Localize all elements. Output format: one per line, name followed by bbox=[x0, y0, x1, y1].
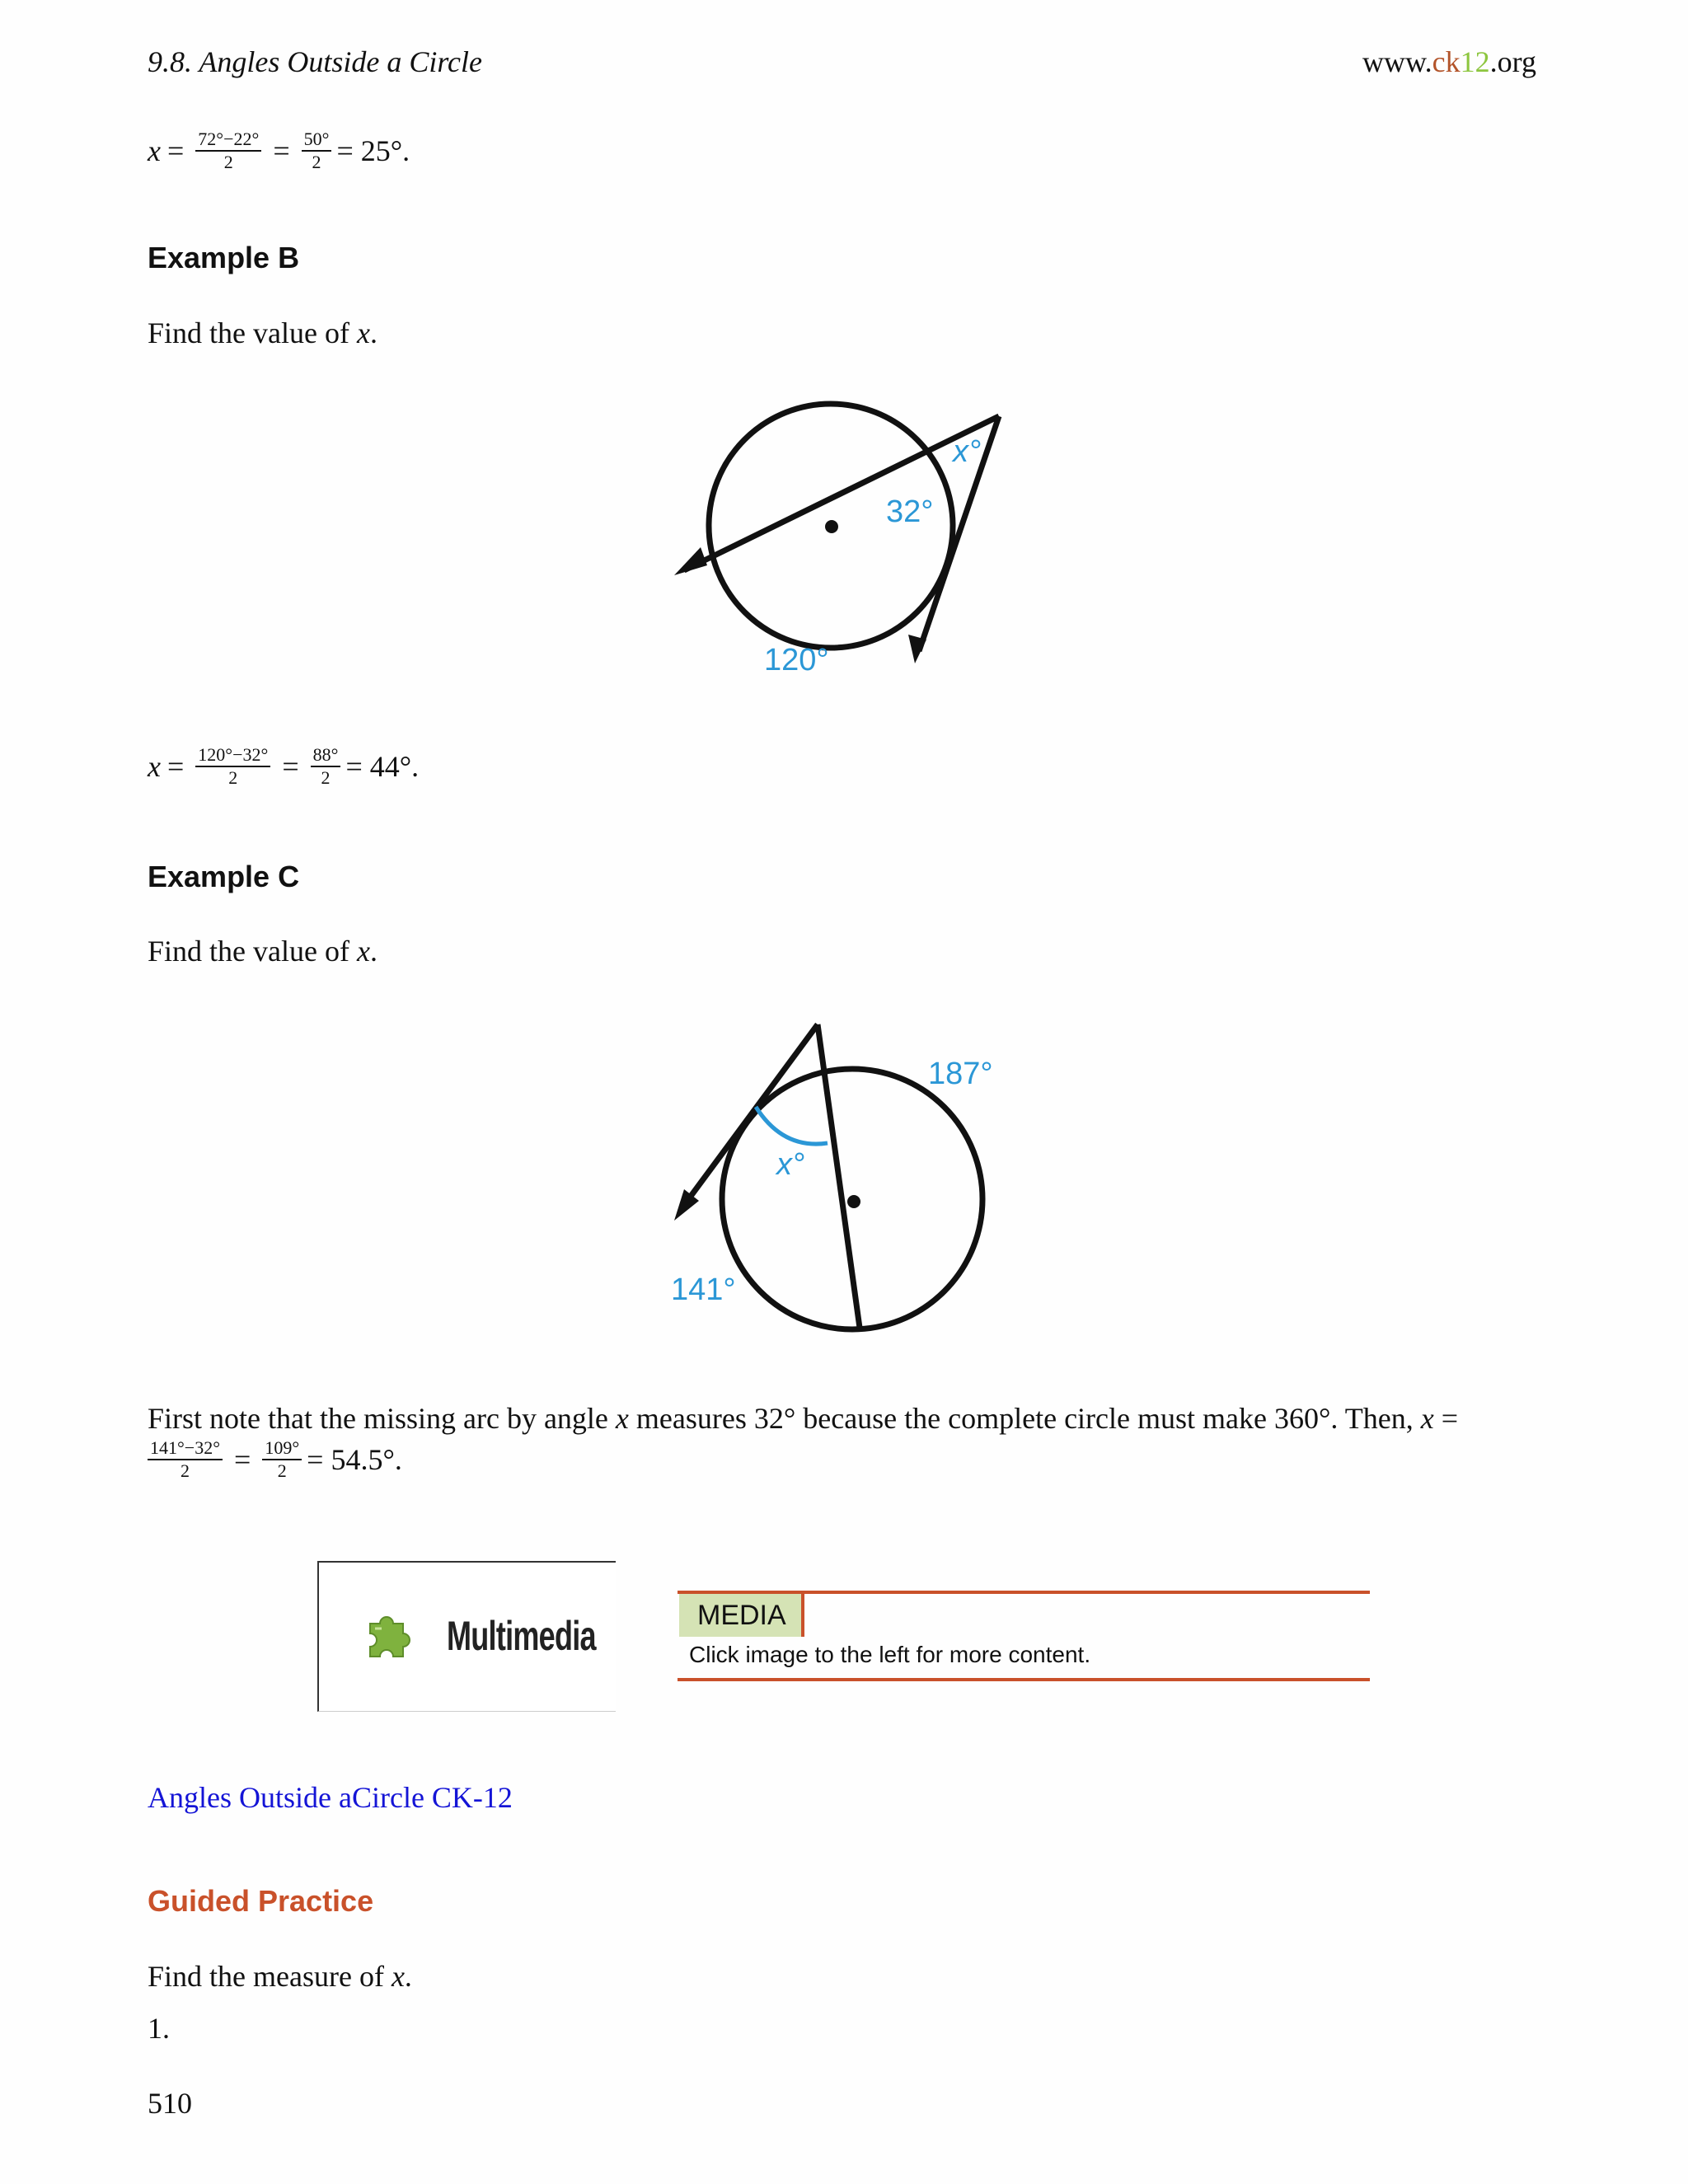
arrowhead bbox=[908, 635, 926, 663]
numerator: 141°−32° bbox=[148, 1439, 223, 1460]
equation-c bbox=[148, 1439, 402, 1480]
center-dot bbox=[825, 520, 838, 533]
site-suffix: .org bbox=[1489, 45, 1536, 78]
note-text: First note that the missing arc by angle bbox=[148, 1402, 616, 1435]
label-arc-left: 141° bbox=[671, 1272, 736, 1307]
site-ck: ck bbox=[1432, 45, 1461, 78]
example-c-figure bbox=[668, 1010, 1014, 1339]
numerator: 72°−22° bbox=[195, 130, 261, 152]
example-b-prompt bbox=[148, 316, 377, 350]
eq-result: = 44°. bbox=[345, 750, 420, 783]
multimedia-label: Multimedia bbox=[447, 1613, 596, 1659]
equation-b bbox=[148, 746, 419, 787]
numerator: 109° bbox=[262, 1439, 302, 1460]
eq-var: x bbox=[148, 750, 161, 783]
label-arc-top: 187° bbox=[928, 1057, 993, 1091]
label-arc-large: 120° bbox=[764, 643, 829, 676]
prompt-end: . bbox=[369, 935, 377, 968]
prompt-var: x bbox=[356, 935, 370, 968]
fraction bbox=[148, 1439, 223, 1480]
prompt-var: x bbox=[356, 316, 370, 349]
guided-practice-prompt bbox=[148, 1959, 412, 1994]
note-eq: = bbox=[1433, 1402, 1458, 1435]
prompt-text: Find the measure of bbox=[148, 1960, 392, 1993]
eq-sign: = bbox=[273, 134, 290, 167]
media-bottom-rule bbox=[678, 1678, 1370, 1681]
running-header-section: 9.8. Angles Outside a Circle bbox=[148, 45, 482, 78]
label-x: x° bbox=[953, 434, 982, 469]
denominator: 2 bbox=[223, 152, 233, 172]
fraction bbox=[311, 746, 341, 787]
practice-item-1: 1. bbox=[148, 2012, 170, 2045]
running-header-site bbox=[1362, 45, 1536, 79]
denominator: 2 bbox=[277, 1460, 287, 1481]
fraction bbox=[302, 130, 332, 171]
multimedia-thumbnail[interactable] bbox=[317, 1561, 616, 1712]
site-12: 12 bbox=[1460, 45, 1490, 78]
example-c-prompt bbox=[148, 934, 377, 968]
label-arc-small: 32° bbox=[886, 494, 934, 529]
example-c-heading: Example C bbox=[148, 860, 300, 893]
eq-sign: = bbox=[166, 134, 185, 167]
note-text: measures 32° because the complete circle must make 360°. Then, bbox=[628, 1402, 1421, 1435]
label-x: x° bbox=[776, 1147, 805, 1182]
denominator: 2 bbox=[321, 767, 331, 788]
prompt-text: Find the value of bbox=[148, 935, 357, 968]
puzzle-piece-icon bbox=[359, 1607, 418, 1666]
denominator: 2 bbox=[228, 767, 238, 788]
media-caption: Click image to the left for more content. bbox=[689, 1642, 1091, 1667]
example-b-figure bbox=[668, 396, 1014, 676]
fraction bbox=[262, 1439, 302, 1480]
eq-sign: = bbox=[282, 750, 299, 783]
denominator: 2 bbox=[312, 152, 321, 172]
eq-sign: = bbox=[166, 750, 185, 783]
prompt-text: Find the value of bbox=[148, 316, 357, 349]
equation-a bbox=[148, 130, 410, 171]
note-var: x bbox=[615, 1402, 629, 1435]
site-prefix: www. bbox=[1362, 45, 1432, 78]
media-tag: MEDIA bbox=[679, 1594, 804, 1637]
fraction bbox=[195, 746, 270, 787]
example-c-note bbox=[148, 1401, 1536, 1436]
numerator: 88° bbox=[311, 746, 341, 767]
guided-practice-heading: Guided Practice bbox=[148, 1884, 374, 1918]
example-b-heading: Example B bbox=[148, 241, 300, 274]
page-number: 510 bbox=[148, 2087, 192, 2120]
denominator: 2 bbox=[181, 1460, 190, 1481]
eq-result: = 54.5°. bbox=[307, 1443, 402, 1476]
numerator: 120°−32° bbox=[195, 746, 270, 767]
eq-result: = 25°. bbox=[336, 134, 410, 167]
eq-var: x bbox=[148, 134, 161, 167]
prompt-end: . bbox=[404, 1960, 412, 1993]
eq-sign: = bbox=[234, 1443, 251, 1476]
video-link[interactable]: Angles Outside aCircle CK-12 bbox=[148, 1781, 513, 1814]
center-dot bbox=[847, 1195, 860, 1208]
fraction bbox=[195, 130, 261, 171]
prompt-var: x bbox=[391, 1960, 405, 1993]
numerator: 50° bbox=[302, 130, 332, 152]
prompt-end: . bbox=[369, 316, 377, 349]
angle-arc bbox=[756, 1107, 828, 1144]
note-var: x bbox=[1420, 1402, 1434, 1435]
arrowhead bbox=[674, 547, 707, 575]
